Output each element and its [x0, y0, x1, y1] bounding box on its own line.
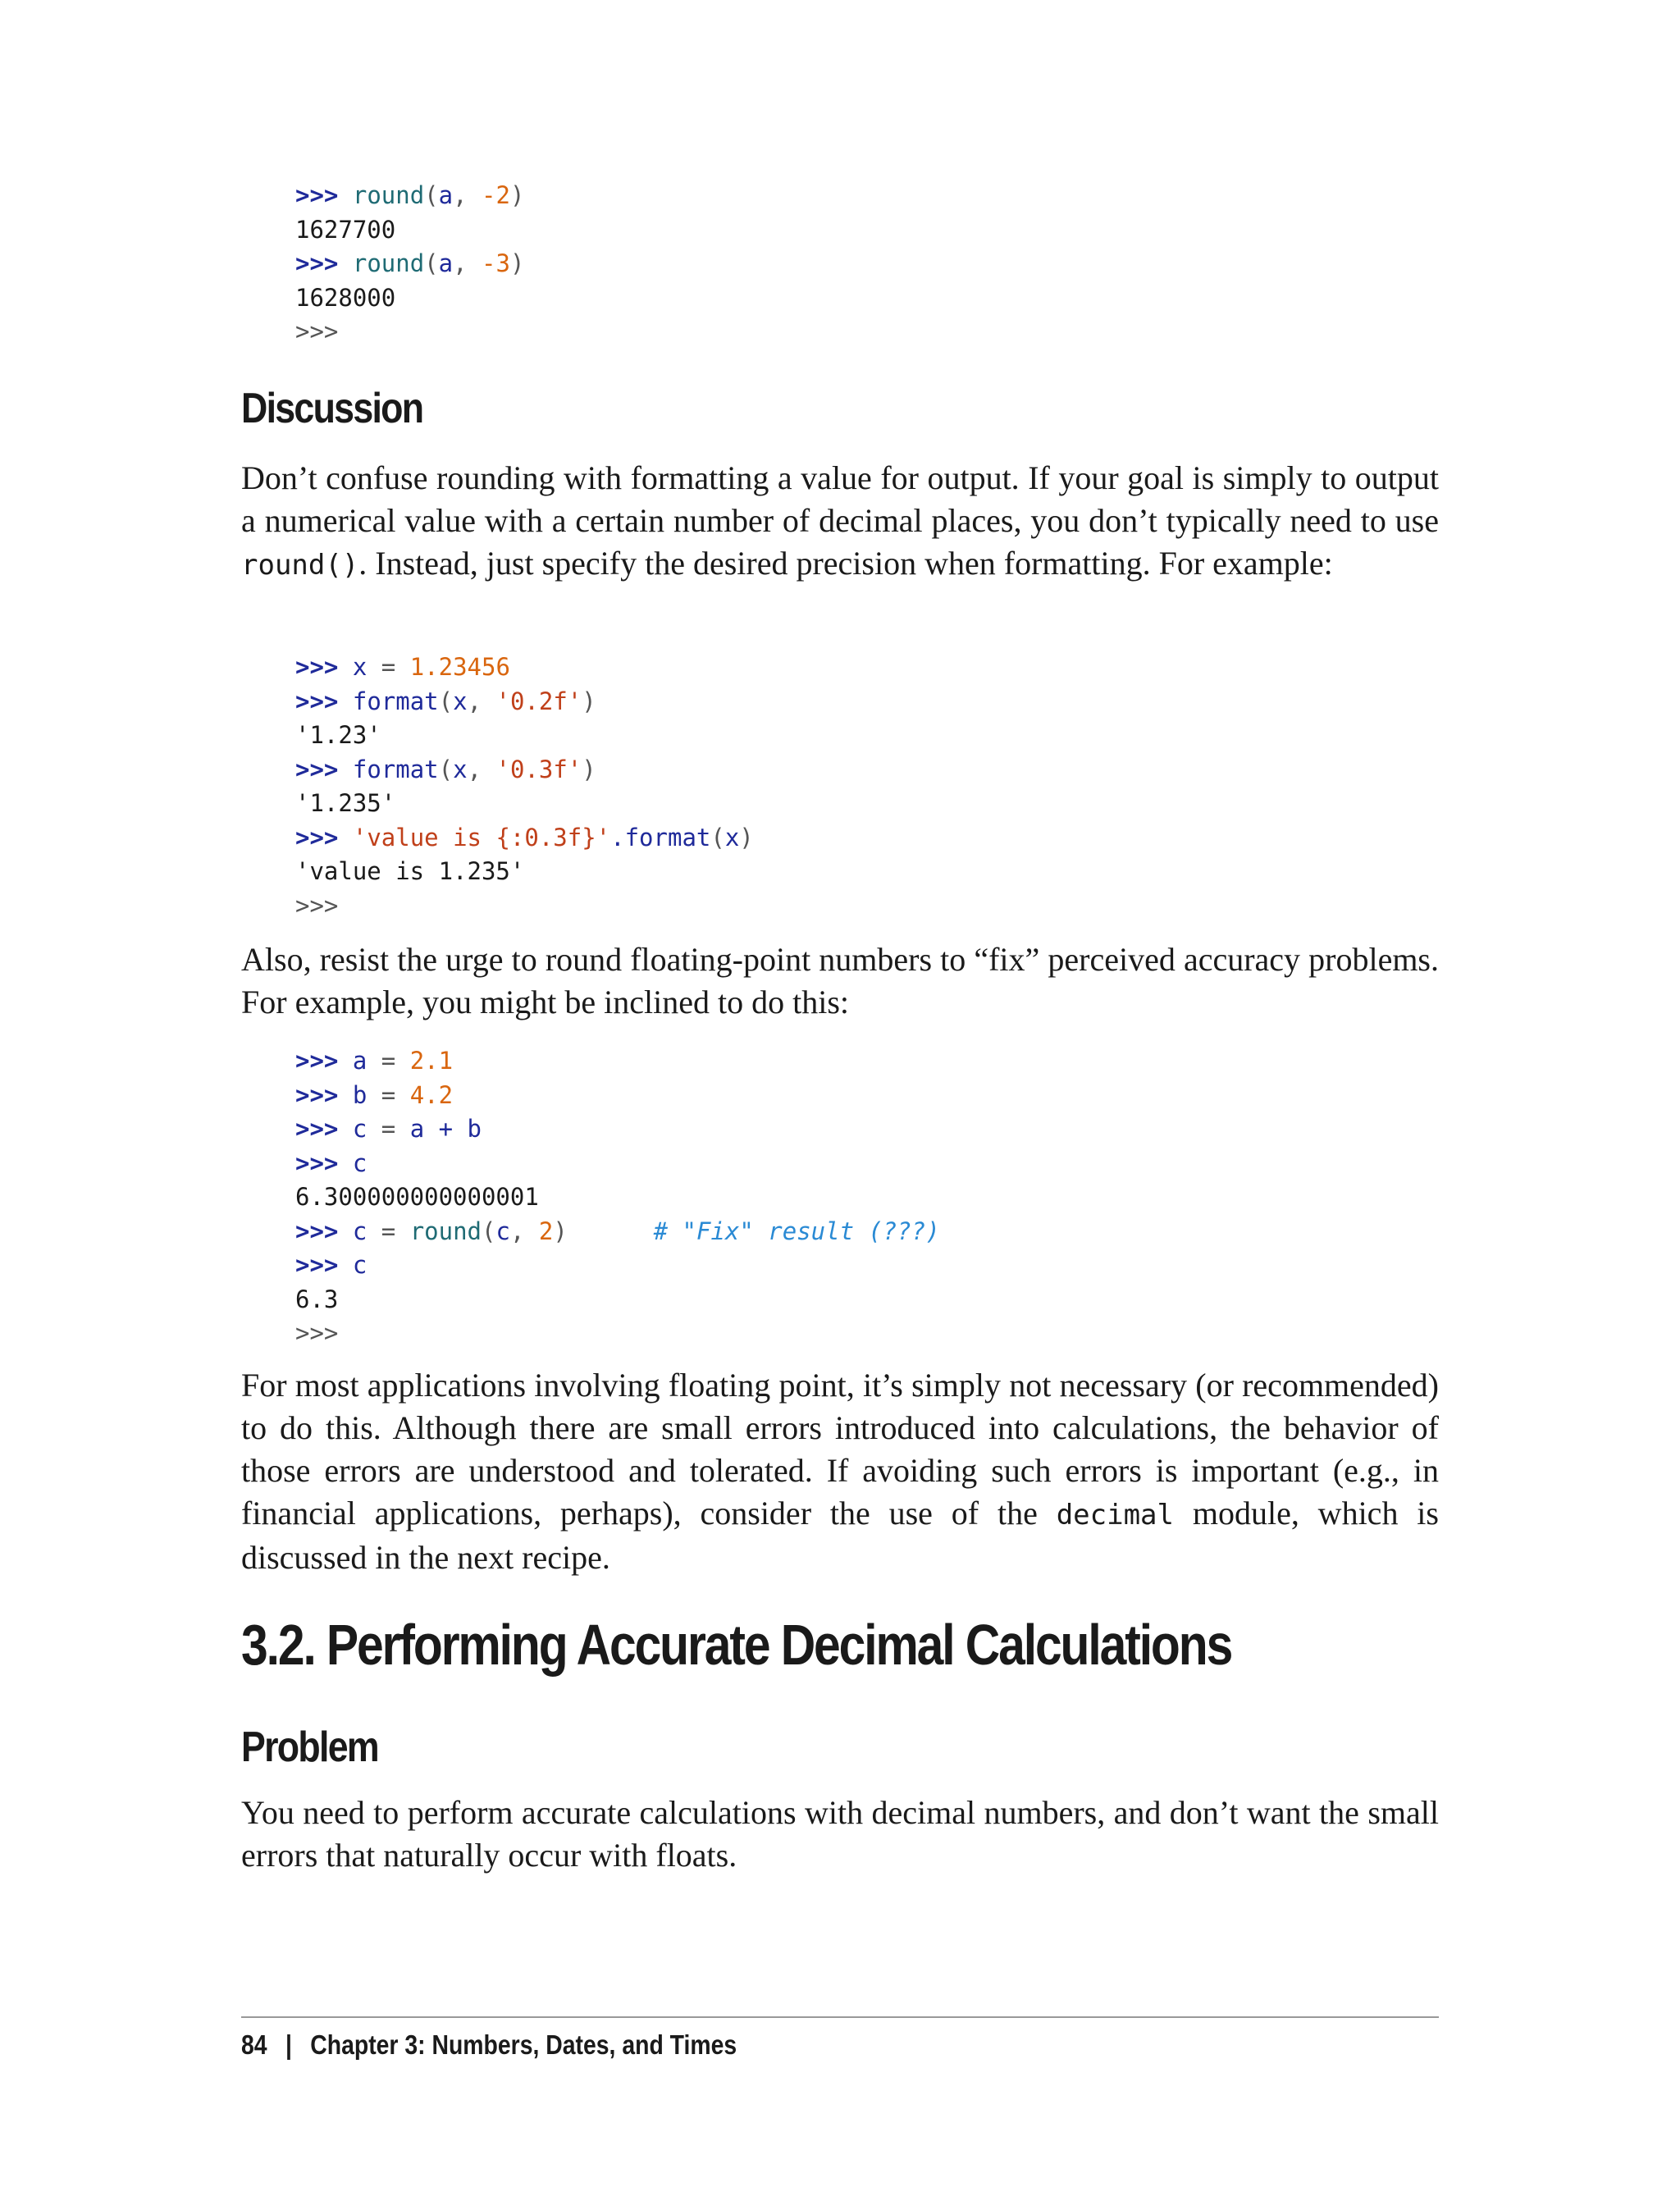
- code-line: >>> a = 2.1: [295, 1047, 454, 1075]
- code-line: >>>: [295, 1319, 339, 1347]
- code-output: 6.300000000000001: [295, 1183, 539, 1211]
- code-block-format: [295, 651, 754, 923]
- discussion-paragraph-3: For most applications involving floating point, it’s simply not necessary (or recommended) to do this. Although there are small errors introduced into calculations, the behavior of those errors are understood and tolerated. If avoiding such errors is important (e.g., in financial applications, perhaps), consider the use of the decimal module, which is discussed in the next recipe.: [241, 1367, 1439, 1576]
- code-output: '1.23': [295, 721, 381, 749]
- code-line: >>> c = a + b: [295, 1115, 482, 1143]
- code-line: >>> b = 4.2: [295, 1080, 454, 1109]
- code-line: >>>: [295, 891, 339, 920]
- code-line: >>> round(a, -2): [295, 181, 525, 209]
- code-output: '1.235': [295, 789, 396, 817]
- problem-heading: Problem: [241, 1723, 378, 1771]
- code-output: 1628000: [295, 283, 396, 312]
- page-number: 84: [241, 2029, 267, 2060]
- footer-separator: |: [285, 2029, 292, 2060]
- section-title: 3.2. Performing Accurate Decimal Calculations: [241, 1613, 1232, 1677]
- code-line: >>> round(a, -3): [295, 249, 525, 277]
- discussion-paragraph-1: Don’t confuse rounding with formatting a value for output. If your goal is simply to output a numerical value with a certain number of decimal places, you don’t typically need to use round(). Instead, just specify the desired precision when formatting. For example:: [241, 459, 1439, 582]
- footer-rule: [241, 2016, 1439, 2018]
- discussion-heading: Discussion: [241, 385, 423, 432]
- code-output: 6.3: [295, 1285, 339, 1313]
- code-line: >>> c: [295, 1251, 368, 1279]
- inline-code-decimal: decimal: [1056, 1499, 1174, 1532]
- code-line: >>>: [295, 317, 339, 345]
- page-footer: [241, 2029, 737, 2061]
- chapter-title: Chapter 3: Numbers, Dates, and Times: [310, 2029, 737, 2060]
- code-line: >>> format(x, '0.2f'): [295, 687, 596, 715]
- code-comment: # "Fix" result (???): [653, 1217, 940, 1245]
- code-output: 'value is 1.235': [295, 857, 525, 885]
- discussion-paragraph-2: Also, resist the urge to round floating-point numbers to “fix” perceived accuracy problems. For example, you might be inclined to do this:: [241, 941, 1439, 1020]
- code-line: >>> 'value is {:0.3f}'.format(x): [295, 823, 754, 851]
- code-output: 1627700: [295, 215, 396, 244]
- problem-paragraph: You need to perform accurate calculations with decimal numbers, and don’t want the small errors that naturally occur with floats.: [241, 1794, 1439, 1874]
- code-line: >>> format(x, '0.3f'): [295, 755, 596, 783]
- code-line: >>> c = round(c, 2) # "Fix" result (???): [295, 1217, 940, 1245]
- inline-code-round: round(): [241, 549, 359, 582]
- code-block-round: [295, 179, 524, 349]
- code-line: >>> x = 1.23456: [295, 653, 510, 681]
- code-block-float: [295, 1044, 940, 1351]
- code-line: >>> c: [295, 1148, 368, 1177]
